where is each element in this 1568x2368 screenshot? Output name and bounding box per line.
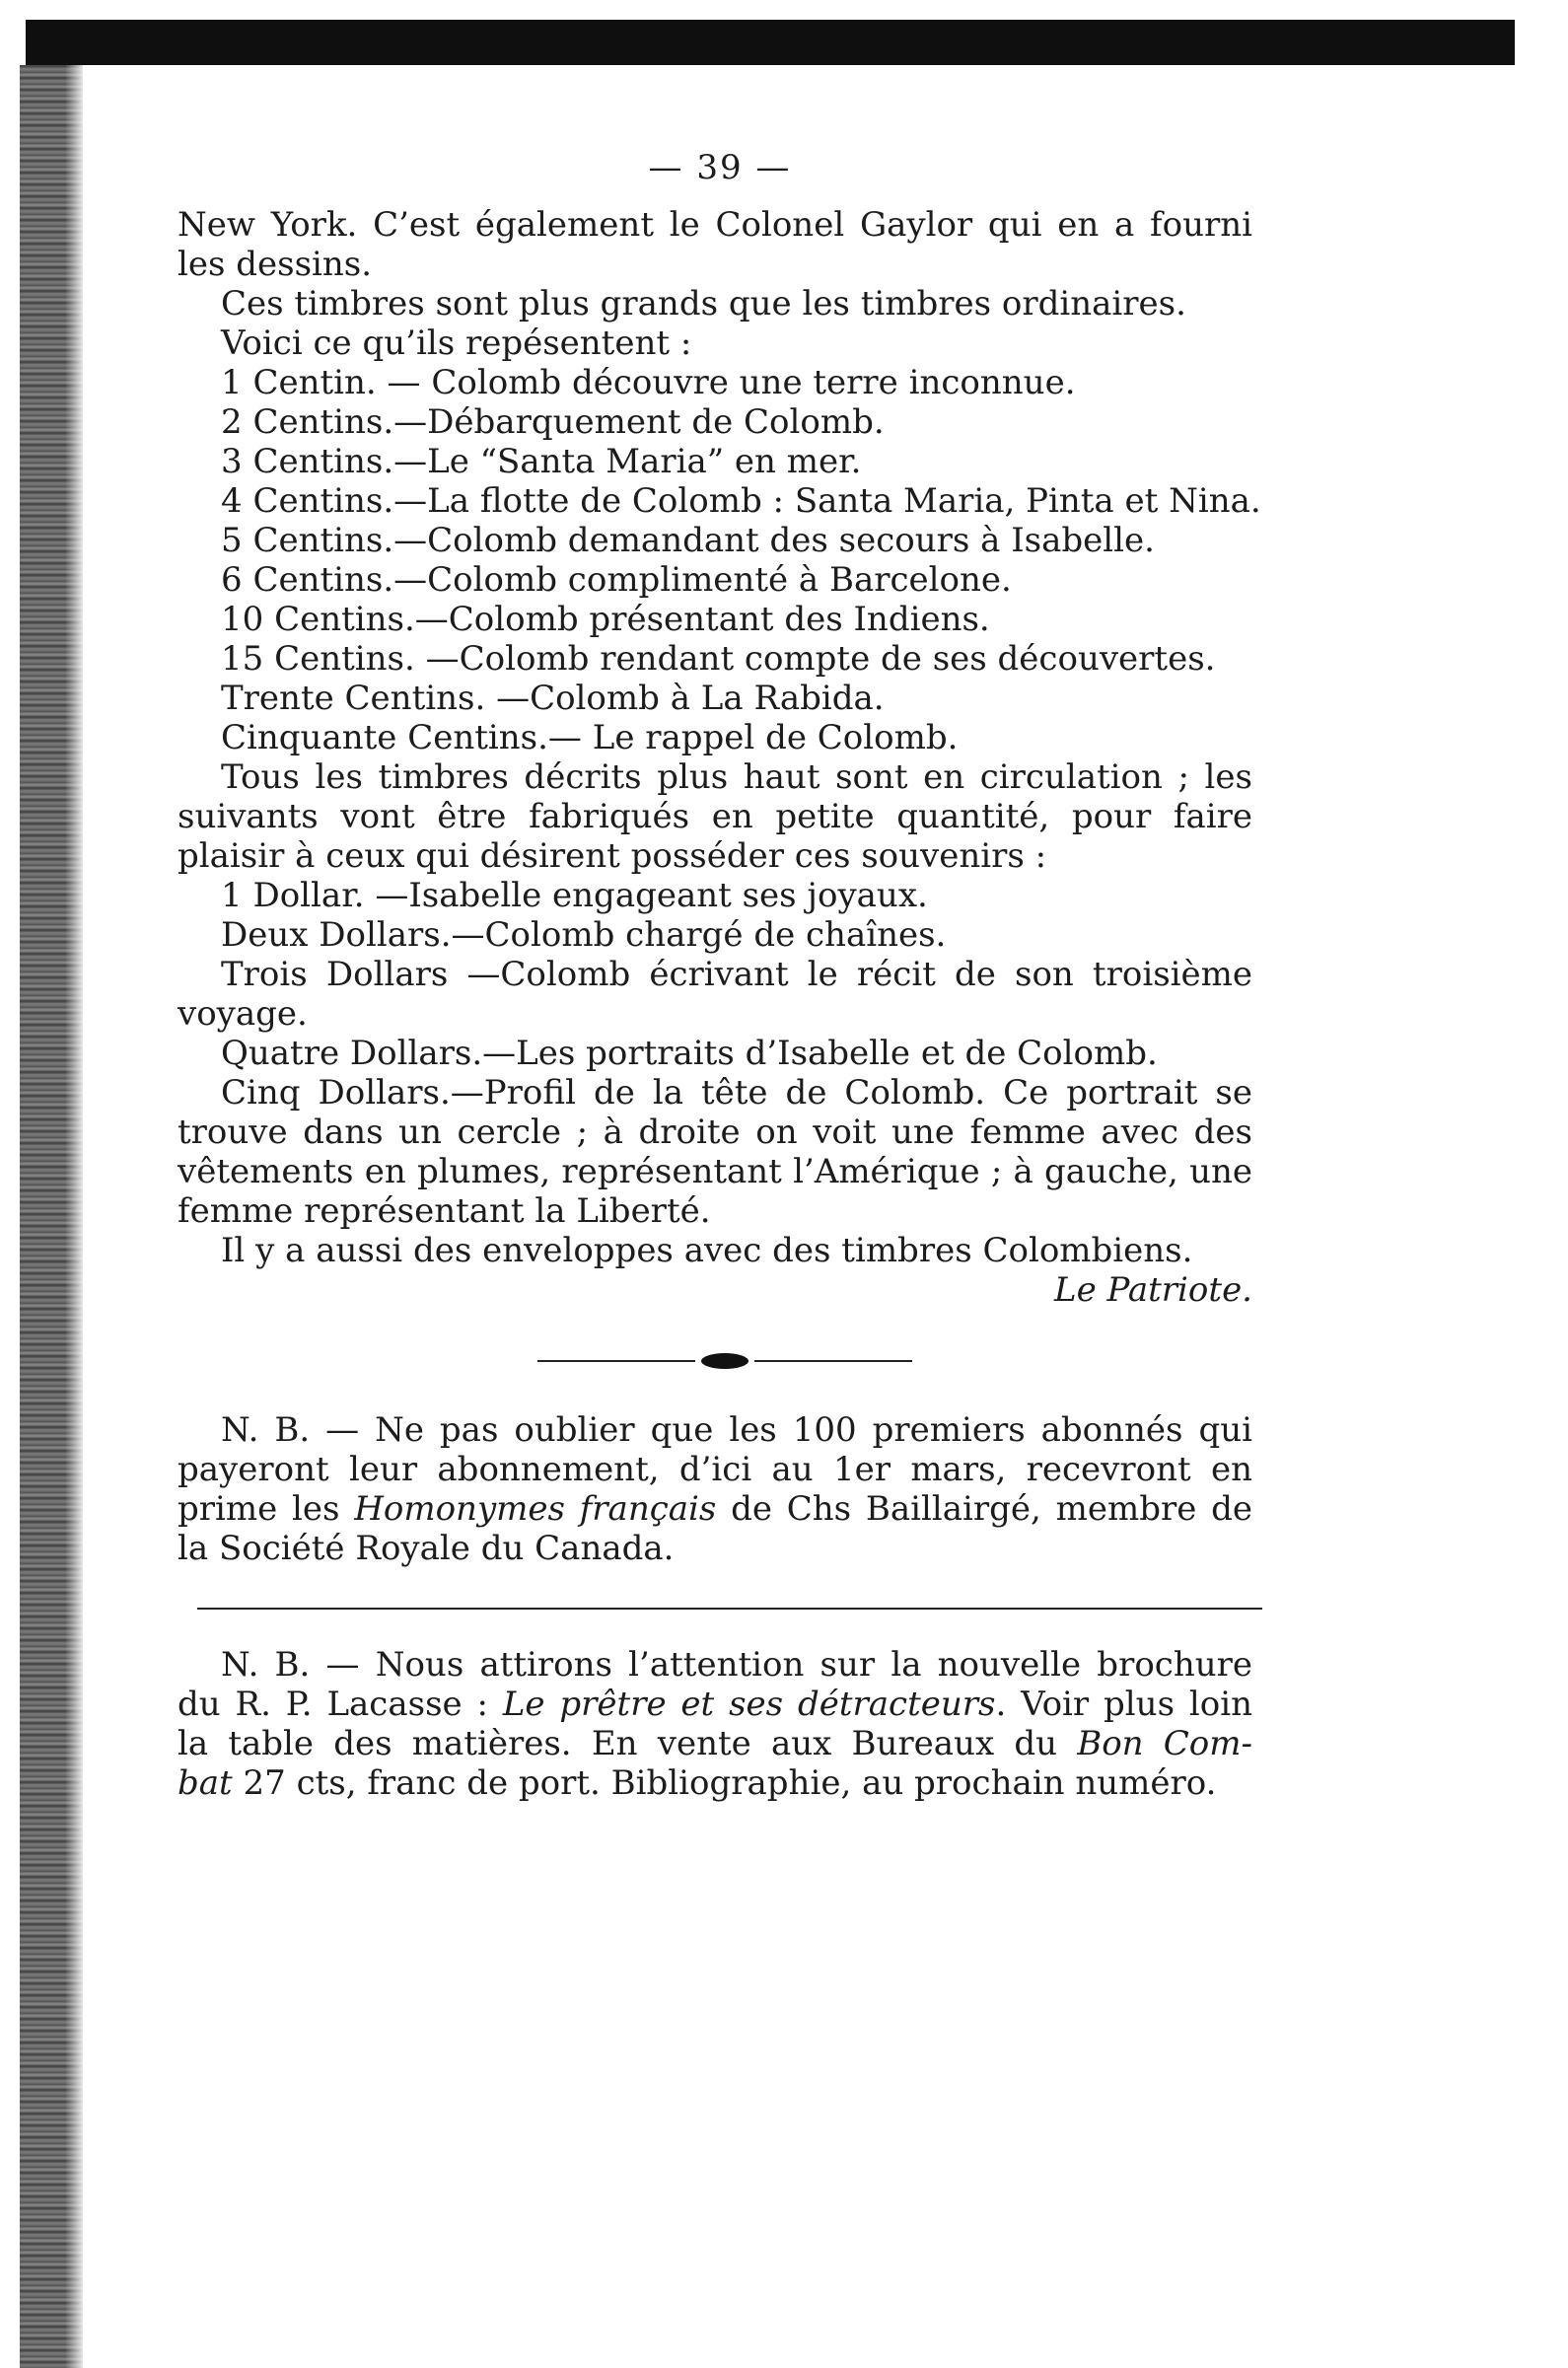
dollar-item: Cinq Dollars.—Profil de la tête de Colomb. Ce portrait se [221, 1073, 1252, 1112]
publication-title: bat [178, 1763, 233, 1803]
text-line: N. B. — Nous attirons l’attention sur la nouvelle brochure [221, 1645, 1252, 1685]
text-line: Il y a aussi des enveloppes avec des timbres Colombiens. [221, 1231, 1193, 1270]
text-line: Tous les timbres décrits plus haut sont en circulation ; les [221, 757, 1252, 797]
book-title: Le prêtre et ses détracteurs [502, 1685, 996, 1724]
text-line: du R. P. Lacasse : Le prêtre et ses détracteurs. Voir plus loin [178, 1685, 1253, 1724]
text-line: voyage. [178, 994, 308, 1034]
text-line: trouve dans un cercle ; à droite on voit une femme avec des [178, 1112, 1252, 1152]
text-line: suivants vont être fabriqués en petite quantité, pour faire [178, 797, 1252, 836]
text-line: la table des matières. En vente aux Bureaux du Bon Com- [178, 1724, 1252, 1763]
scan-binding-edge [20, 65, 83, 2368]
text-line: Voici ce qu’ils repésentent : [221, 323, 692, 363]
text-line: payeront leur abonnement, d’ici au 1er mars, recevront en [178, 1450, 1252, 1489]
ornament-rule-right [754, 1360, 912, 1362]
text-line: femme représentant la Liberté. [178, 1191, 711, 1231]
stamp-item: 5 Centins.—Colomb demandant des secours à Isabelle. [221, 521, 1155, 560]
dollar-item: 1 Dollar. —Isabelle engageant ses joyaux. [221, 876, 928, 915]
stamp-item: Cinquante Centins.— Le rappel de Colomb. [221, 718, 959, 757]
text-line: Ces timbres sont plus grands que les timbres ordinaires. [221, 284, 1186, 323]
signature: Le Patriote. [1054, 1270, 1252, 1310]
book-title: Homonymes français [354, 1489, 717, 1529]
text-line: les dessins. [178, 245, 373, 284]
dollar-item: Quatre Dollars.—Les portraits d’Isabelle et de Colomb. [221, 1034, 1158, 1073]
dollar-item: Trois Dollars —Colomb écrivant le récit de son troisième [221, 955, 1252, 994]
stamp-item: 10 Centins.—Colomb présentant des Indiens. [221, 600, 990, 639]
dollar-item: Deux Dollars.—Colomb chargé de chaînes. [221, 915, 947, 955]
text-line: la Société Royale du Canada. [178, 1529, 675, 1568]
page-number: — 39 — [648, 148, 792, 187]
document-page [178, 148, 1262, 1803]
text-line: prime les Homonymes français de Chs Baillairgé, membre de [178, 1489, 1252, 1529]
article-body [178, 205, 1262, 1310]
stamp-item: 1 Centin. — Colomb découvre une terre inconnue. [221, 363, 1076, 402]
text-line: plaisir à ceux qui désirent posséder ces souvenirs : [178, 836, 1047, 876]
ornament-center [701, 1353, 748, 1369]
stamp-item: 3 Centins.—Le “Santa Maria” en mer. [221, 442, 862, 481]
text-line: bat 27 cts, franc de port. Bibliographie, au prochain numéro. [178, 1763, 1217, 1803]
stamp-item: 2 Centins.—Débarquement de Colomb. [221, 402, 885, 442]
nb-notice-1 [178, 1410, 1262, 1568]
stamp-item: 4 Centins.—La flotte de Colomb : Santa Maria, Pinta et Nina. [221, 481, 1261, 521]
stamp-item: 15 Centins. —Colomb rendant compte de ses découvertes. [221, 639, 1216, 679]
horizontal-rule [197, 1608, 1262, 1610]
text-line: vêtements en plumes, représentant l’Amérique ; à gauche, une [178, 1152, 1252, 1191]
ornament-rule-left [537, 1360, 695, 1362]
text-line: N. B. — Ne pas oublier que les 100 premiers abonnés qui [221, 1410, 1252, 1450]
stamp-item: 6 Centins.—Colomb complimenté à Barcelone. [221, 560, 1012, 600]
text-line: New York. C’est également le Colonel Gaylor qui en a fourni [178, 205, 1252, 245]
stamp-item: Trente Centins. —Colomb à La Rabida. [221, 679, 885, 718]
scan-top-border [26, 20, 1515, 65]
nb-notice-2 [178, 1645, 1262, 1803]
publication-title: Bon Com- [1077, 1724, 1252, 1763]
section-ornament [537, 1351, 912, 1371]
